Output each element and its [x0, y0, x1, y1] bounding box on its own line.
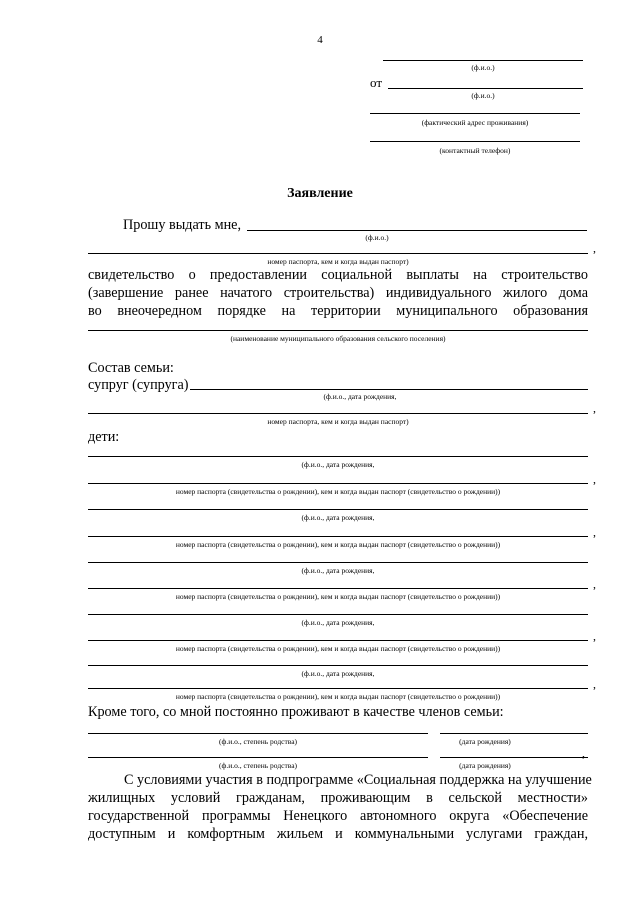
phone-line[interactable]: [370, 141, 580, 142]
member-birth-line[interactable]: [440, 733, 588, 734]
child-doc-line[interactable]: [88, 588, 588, 589]
child-fio-line[interactable]: [88, 562, 588, 563]
child-fio-line[interactable]: [88, 456, 588, 457]
spouse-label: супруг (супруга): [88, 377, 189, 393]
conditions-line: жилищных условий гражданам, проживающим в сельской местности»: [88, 790, 588, 806]
request-text-line: свидетельство о предоставлении социальной выплаты на строительство: [88, 267, 588, 283]
child-fio-line[interactable]: [88, 614, 588, 615]
addressee-line: [383, 60, 583, 61]
child-fio-caption: (ф.и.о., дата рождения,: [301, 513, 375, 522]
child-doc-caption: номер паспорта (свидетельства о рождении), кем и когда выдан паспорт (свидетельство о рождении)): [175, 487, 501, 496]
address-caption: (фактический адрес проживания): [421, 118, 529, 127]
child-fio-caption: (ф.и.о., дата рождения,: [301, 669, 375, 678]
relation-caption: (ф.и.о., степень родства): [218, 737, 298, 746]
comma: ,: [593, 241, 596, 255]
request-text-line: (завершение ранее начатого строительства) индивидуального жилого дома: [88, 285, 588, 301]
applicant-name-line[interactable]: [388, 88, 583, 89]
phone-caption: (контактный телефон): [439, 146, 511, 155]
request-fio-line[interactable]: [247, 230, 587, 231]
child-doc-caption: номер паспорта (свидетельства о рождении), кем и когда выдан паспорт (свидетельство о рождении)): [175, 644, 501, 653]
passport-caption: номер паспорта, кем и когда выдан паспорт): [267, 257, 409, 266]
fio-caption: (ф.и.о.): [365, 233, 389, 242]
relation-caption: (ф.и.о., степень родства): [218, 761, 298, 770]
comma: ,: [593, 472, 596, 486]
child-doc-line[interactable]: [88, 536, 588, 537]
child-doc-line[interactable]: [88, 688, 588, 689]
comma: ,: [582, 746, 585, 760]
conditions-line: государственной программы Ненецкого автономного округа «Обеспечение: [88, 808, 588, 824]
child-doc-line[interactable]: [88, 640, 588, 641]
member-relation-line[interactable]: [88, 733, 428, 734]
children-label: дети:: [88, 429, 120, 445]
other-members-heading: Кроме того, со мной постоянно проживают в качестве членов семьи:: [88, 704, 504, 720]
spouse-fio-line[interactable]: [190, 389, 588, 390]
spouse-fio-caption: (ф.и.о., дата рождения,: [323, 392, 397, 401]
fio-caption: (ф.и.о.): [471, 91, 495, 100]
comma: ,: [593, 401, 596, 415]
spouse-passport-line[interactable]: [88, 413, 588, 414]
birth-caption: (дата рождения): [459, 761, 511, 770]
comma: ,: [593, 577, 596, 591]
comma: ,: [593, 677, 596, 691]
member-birth-line[interactable]: [440, 757, 588, 758]
spouse-passport-caption: номер паспорта, кем и когда выдан паспорт): [267, 417, 409, 426]
child-fio-caption: (ф.и.о., дата рождения,: [301, 566, 375, 575]
child-fio-caption: (ф.и.о., дата рождения,: [301, 618, 375, 627]
address-line[interactable]: [370, 113, 580, 114]
request-lead: Прошу выдать мне,: [123, 217, 242, 233]
municipality-line[interactable]: [88, 330, 588, 331]
from-label: от: [370, 75, 383, 90]
request-passport-line[interactable]: [88, 253, 588, 254]
child-fio-line[interactable]: [88, 665, 588, 666]
birth-caption: (дата рождения): [459, 737, 511, 746]
child-doc-caption: номер паспорта (свидетельства о рождении), кем и когда выдан паспорт (свидетельство о рождении)): [175, 540, 501, 549]
comma: ,: [593, 629, 596, 643]
request-text-line: во внеочередном порядке на территории муниципального образования: [88, 303, 588, 319]
page-number: 4: [317, 34, 323, 46]
child-doc-caption: номер паспорта (свидетельства о рождении), кем и когда выдан паспорт (свидетельство о рождении)): [175, 692, 501, 701]
comma: ,: [593, 525, 596, 539]
child-doc-line[interactable]: [88, 483, 588, 484]
family-heading: Состав семьи:: [88, 360, 174, 376]
fio-caption: (ф.и.о.): [471, 63, 495, 72]
conditions-line: доступным и комфортным жильем и коммунальными услугами граждан,: [88, 826, 588, 842]
document-title: Заявление: [287, 186, 353, 201]
conditions-line: С условиями участия в подпрограмме «Социальная поддержка на улучшение: [124, 772, 592, 788]
municipality-caption: (наименование муниципального образования сельского поселения): [230, 334, 446, 343]
child-fio-caption: (ф.и.о., дата рождения,: [301, 460, 375, 469]
child-doc-caption: номер паспорта (свидетельства о рождении), кем и когда выдан паспорт (свидетельство о рождении)): [175, 592, 501, 601]
child-fio-line[interactable]: [88, 509, 588, 510]
member-relation-line[interactable]: [88, 757, 428, 758]
